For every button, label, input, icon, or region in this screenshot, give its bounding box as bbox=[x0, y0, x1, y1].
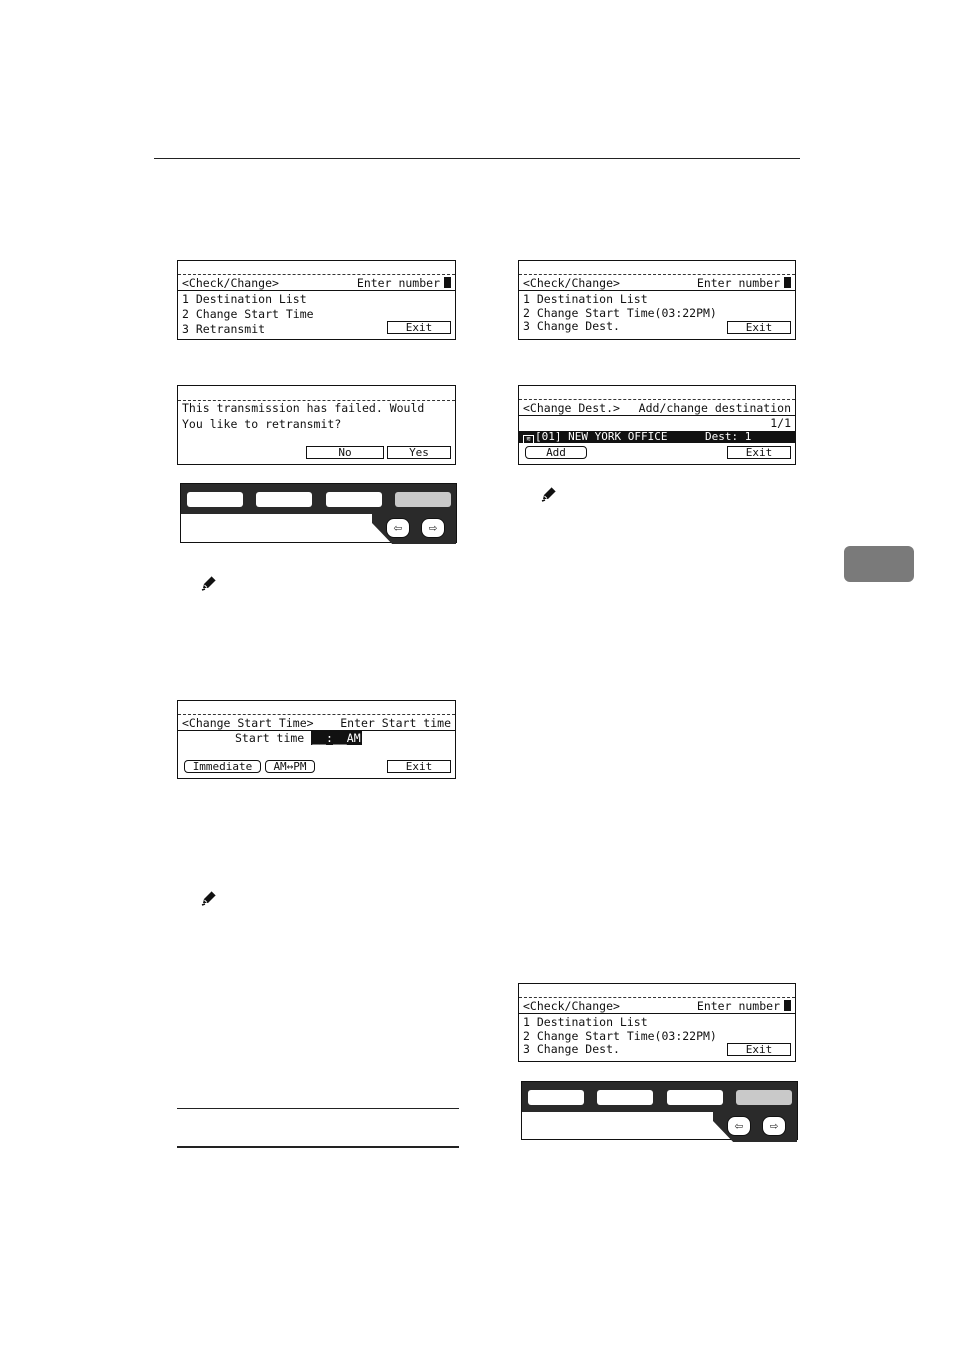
lcd-title: <Check/Change> bbox=[182, 275, 279, 290]
lcd-header bbox=[519, 399, 795, 416]
page-indicator: 1/1 bbox=[770, 416, 791, 430]
lcd-prompt: Enter number bbox=[696, 998, 780, 1013]
menu-item-destination-list[interactable]: 1 Destination List bbox=[182, 292, 307, 306]
immediate-button[interactable]: Immediate bbox=[184, 760, 261, 773]
exit-button[interactable]: Exit bbox=[387, 760, 451, 773]
menu-item-change-dest[interactable]: 3 Change Dest. bbox=[523, 319, 620, 333]
lcd-transmission-failed bbox=[177, 385, 456, 465]
page-header-rule bbox=[154, 158, 800, 159]
function-key-4[interactable] bbox=[736, 1090, 792, 1105]
exit-button[interactable]: Exit bbox=[727, 321, 791, 334]
right-arrow-key[interactable]: ⇨ bbox=[421, 518, 445, 538]
menu-item-retransmit[interactable]: 3 Retransmit bbox=[182, 322, 266, 336]
exit-button[interactable]: Exit bbox=[727, 446, 791, 459]
menu-item-change-dest[interactable]: 3 Change Dest. bbox=[523, 1042, 620, 1056]
no-button[interactable]: No bbox=[306, 446, 384, 459]
lcd-header bbox=[178, 714, 455, 731]
exit-button[interactable]: Exit bbox=[727, 1043, 791, 1056]
failed-message-line1: This transmission has failed. Would bbox=[182, 401, 425, 415]
right-arrow-key[interactable]: ⇨ bbox=[762, 1116, 786, 1136]
lcd-prompt: Enter Start time bbox=[340, 715, 451, 730]
dest-count: 1 bbox=[744, 430, 752, 443]
lcd-title: <Check/Change> bbox=[523, 998, 620, 1013]
lcd-check-change-retransmit bbox=[177, 260, 456, 340]
note-pencil-icon bbox=[200, 889, 218, 907]
lcd-check-change-final bbox=[518, 983, 796, 1062]
menu-item-destination-list[interactable]: 1 Destination List bbox=[523, 292, 648, 306]
lcd-change-dest bbox=[518, 385, 796, 465]
lcd-check-change-dest bbox=[518, 260, 796, 340]
lcd-header bbox=[519, 274, 795, 291]
lcd-prompt: Add/change destination bbox=[638, 400, 791, 415]
lcd-header bbox=[178, 274, 455, 291]
menu-item-destination-list[interactable]: 1 Destination List bbox=[523, 1015, 648, 1029]
fax-icon: ≋ bbox=[523, 435, 534, 444]
lcd-change-start-time bbox=[177, 700, 456, 779]
cursor-icon bbox=[444, 277, 451, 288]
note-pencil-icon bbox=[200, 574, 218, 592]
function-key-2[interactable] bbox=[256, 492, 312, 507]
lcd-title: <Change Dest.> bbox=[523, 400, 620, 415]
operation-panel bbox=[180, 483, 457, 543]
lcd-title: <Check/Change> bbox=[523, 275, 620, 290]
left-arrow-key[interactable]: ⇦ bbox=[727, 1116, 751, 1136]
lcd-prompt: Enter number bbox=[696, 275, 780, 290]
yes-button[interactable]: Yes bbox=[387, 446, 451, 459]
exit-button[interactable]: Exit bbox=[387, 321, 451, 334]
destination-name: [01] NEW YORK OFFICE bbox=[535, 430, 668, 443]
lcd-header bbox=[519, 997, 795, 1014]
operation-panel bbox=[521, 1081, 798, 1140]
destination-row[interactable] bbox=[519, 431, 795, 443]
function-key-3[interactable] bbox=[667, 1090, 723, 1105]
function-key-3[interactable] bbox=[326, 492, 382, 507]
function-key-4[interactable] bbox=[395, 492, 451, 507]
menu-item-change-start-time[interactable]: 2 Change Start Time bbox=[182, 307, 314, 321]
left-arrow-key[interactable]: ⇦ bbox=[386, 518, 410, 538]
section-rule bbox=[177, 1108, 459, 1109]
note-pencil-icon bbox=[540, 485, 558, 503]
section-rule bbox=[177, 1146, 459, 1148]
add-button[interactable]: Add bbox=[525, 446, 587, 459]
function-key-2[interactable] bbox=[597, 1090, 653, 1105]
cursor-icon bbox=[784, 1000, 791, 1011]
function-key-1[interactable] bbox=[187, 492, 243, 507]
menu-item-change-start-time[interactable]: 2 Change Start Time(03:22PM) bbox=[523, 306, 717, 320]
chapter-tab bbox=[844, 546, 914, 582]
lcd-title: <Change Start Time> bbox=[182, 715, 314, 730]
am-pm-toggle-button[interactable]: AM↔PM bbox=[265, 760, 315, 773]
function-key-1[interactable] bbox=[528, 1090, 584, 1105]
lcd-prompt: Enter number bbox=[356, 275, 440, 290]
dest-label: Dest: bbox=[705, 430, 739, 443]
start-time-label: Start time bbox=[235, 731, 305, 745]
cursor-icon bbox=[784, 277, 791, 288]
menu-item-change-start-time[interactable]: 2 Change Start Time(03:22PM) bbox=[523, 1029, 717, 1043]
failed-message-line2: You like to retransmit? bbox=[182, 417, 342, 431]
start-time-input[interactable]: __:__AM bbox=[312, 731, 361, 745]
